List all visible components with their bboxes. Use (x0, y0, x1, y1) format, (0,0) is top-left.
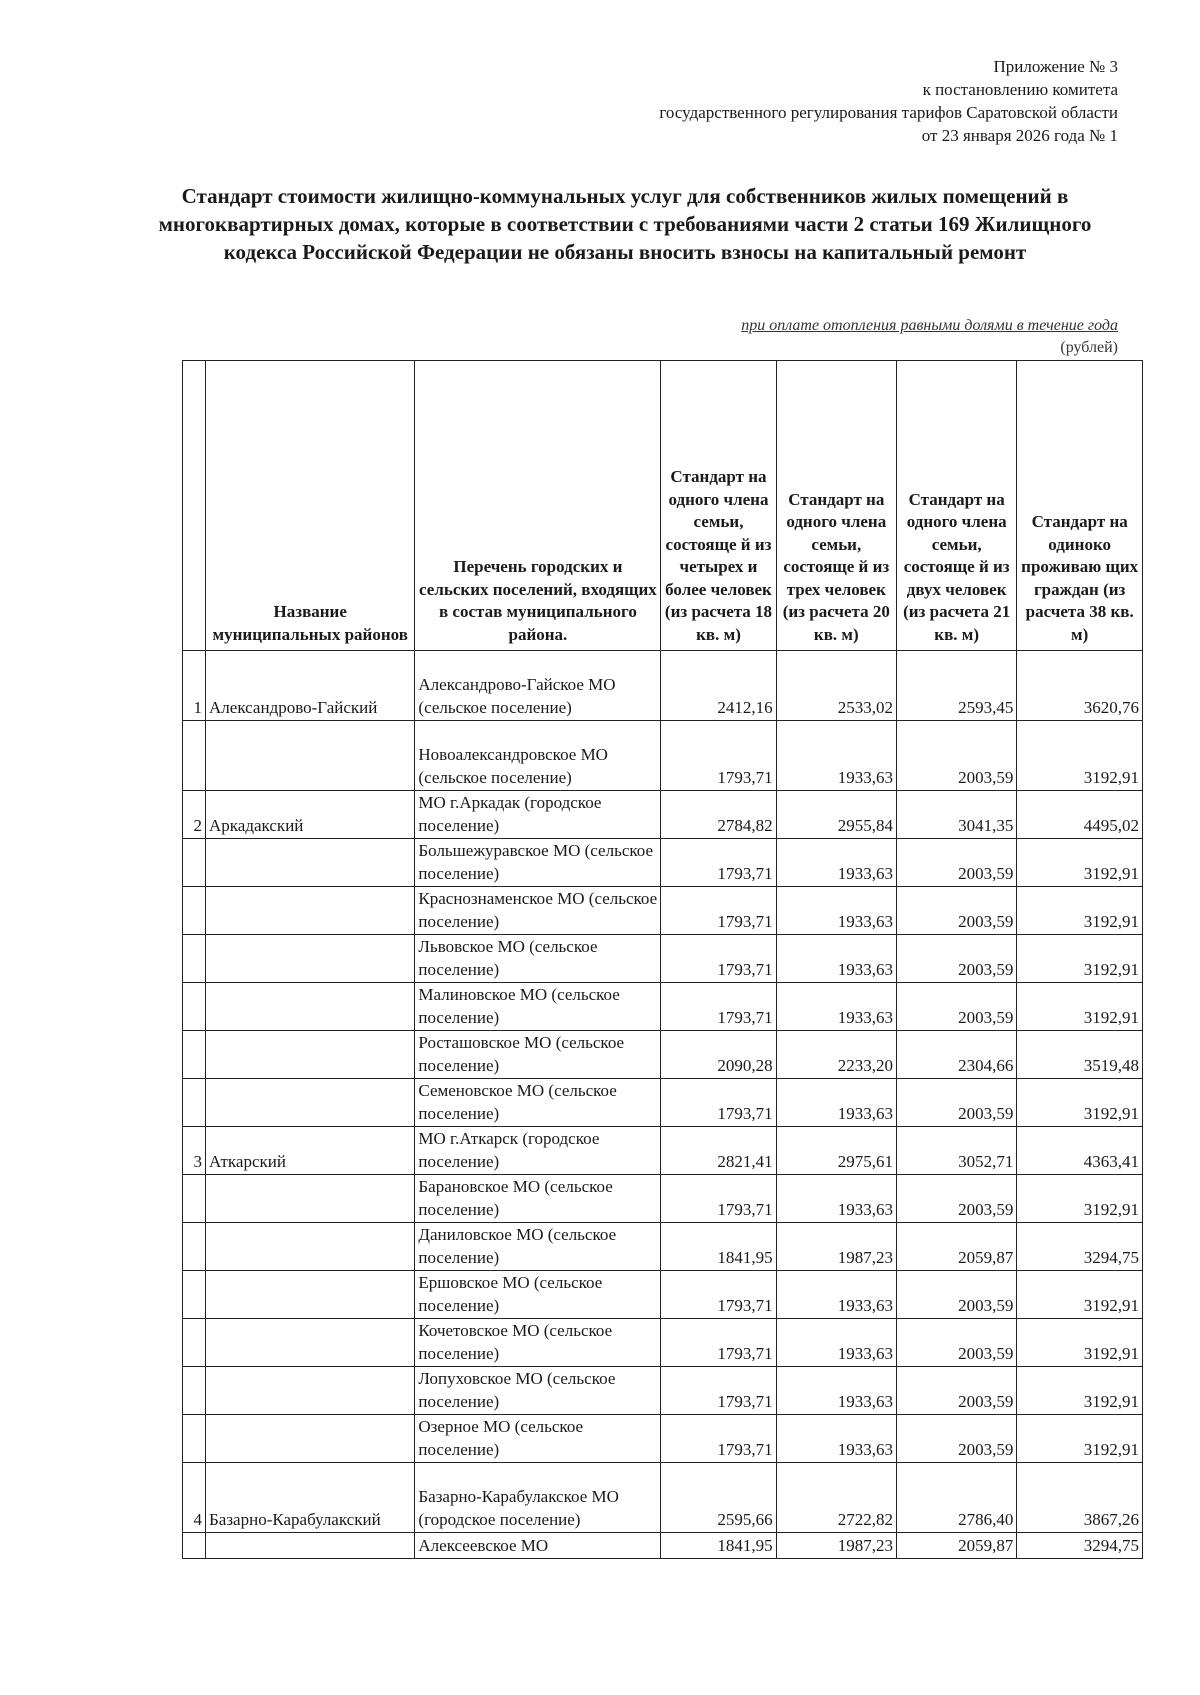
row-value-single: 3192,91 (1017, 1415, 1143, 1463)
row-value-single: 3519,48 (1017, 1031, 1143, 1079)
row-district (206, 1223, 415, 1271)
row-settlement: Росташовское МО (сельское поселение) (415, 1031, 661, 1079)
row-index (183, 1031, 206, 1079)
row-value-three: 2955,84 (776, 791, 896, 839)
row-value-single: 4363,41 (1017, 1127, 1143, 1175)
row-value-three: 1987,23 (776, 1223, 896, 1271)
row-value-four-plus: 2595,66 (661, 1463, 776, 1533)
row-value-four-plus: 2821,41 (661, 1127, 776, 1175)
row-settlement: Даниловское МО (сельское поселение) (415, 1223, 661, 1271)
row-index (183, 1319, 206, 1367)
row-value-two: 2003,59 (896, 887, 1016, 935)
row-index: 4 (183, 1463, 206, 1533)
table-row (183, 1031, 1143, 1079)
row-value-single: 3192,91 (1017, 983, 1143, 1031)
table-row (183, 935, 1143, 983)
row-value-three: 1933,63 (776, 983, 896, 1031)
payment-note: при оплате отопления равными долями в течение года (741, 317, 1118, 334)
row-value-single: 3192,91 (1017, 1367, 1143, 1415)
row-index (183, 1533, 206, 1559)
row-value-four-plus: 1793,71 (661, 721, 776, 791)
row-district (206, 1175, 415, 1223)
row-district (206, 839, 415, 887)
row-settlement: Александрово-Гайское МО (сельское поселение) (415, 651, 661, 721)
row-settlement: Большежуравское МО (сельское поселение) (415, 839, 661, 887)
table-row (183, 1319, 1143, 1367)
table-row (183, 887, 1143, 935)
row-index (183, 1079, 206, 1127)
row-value-four-plus: 1793,71 (661, 1271, 776, 1319)
row-index: 1 (183, 651, 206, 721)
header-district: Название муниципальных районов (206, 361, 415, 651)
row-value-single: 3192,91 (1017, 1271, 1143, 1319)
header-num (183, 361, 206, 651)
row-value-three: 1933,63 (776, 935, 896, 983)
row-district: Александрово-Гайский (206, 651, 415, 721)
row-value-two: 2003,59 (896, 983, 1016, 1031)
row-value-four-plus: 1841,95 (661, 1223, 776, 1271)
row-value-two: 2593,45 (896, 651, 1016, 721)
row-value-two: 2003,59 (896, 1271, 1016, 1319)
row-value-four-plus: 1793,71 (661, 1175, 776, 1223)
header-four-plus: Стандарт на одного члена семьи, состояще й из четырех и более человек (из расчета 18 кв. м) (661, 361, 776, 651)
row-value-three: 1933,63 (776, 1319, 896, 1367)
row-settlement: Лопуховское МО (сельское поселение) (415, 1367, 661, 1415)
row-value-single: 3192,91 (1017, 1319, 1143, 1367)
row-value-four-plus: 1793,71 (661, 839, 776, 887)
row-settlement: Ершовское МО (сельское поселение) (415, 1271, 661, 1319)
row-value-three: 2722,82 (776, 1463, 896, 1533)
row-value-two: 2059,87 (896, 1533, 1016, 1559)
row-value-four-plus: 1793,71 (661, 935, 776, 983)
appendix-committee: государственного регулирования тарифов Саратовской области (659, 103, 1118, 122)
row-settlement: Базарно-Карабулакское МО (городское поселение) (415, 1463, 661, 1533)
appendix-resolution: к постановлению комитета (922, 80, 1118, 99)
header-single: Стандарт на одиноко проживаю щих граждан (из расчета 38 кв. м) (1017, 361, 1143, 651)
row-index (183, 983, 206, 1031)
row-value-three: 2233,20 (776, 1031, 896, 1079)
row-settlement: Барановское МО (сельское поселение) (415, 1175, 661, 1223)
row-value-single: 3192,91 (1017, 935, 1143, 983)
row-index (183, 887, 206, 935)
row-value-two: 2003,59 (896, 1319, 1016, 1367)
table-header-row (183, 361, 1143, 651)
row-district (206, 1031, 415, 1079)
row-settlement: МО г.Аткарск (городское поселение) (415, 1127, 661, 1175)
row-index (183, 1223, 206, 1271)
row-value-single: 3294,75 (1017, 1223, 1143, 1271)
row-district (206, 935, 415, 983)
row-value-four-plus: 1793,71 (661, 983, 776, 1031)
row-value-single: 4495,02 (1017, 791, 1143, 839)
row-settlement: Озерное МО (сельское поселение) (415, 1415, 661, 1463)
row-value-four-plus: 2412,16 (661, 651, 776, 721)
row-settlement: Львовское МО (сельское поселение) (415, 935, 661, 983)
row-value-four-plus: 1793,71 (661, 1415, 776, 1463)
header-two: Стандарт на одного члена семьи, состояще й из двух человек (из расчета 21 кв. м) (896, 361, 1016, 651)
row-value-two: 3041,35 (896, 791, 1016, 839)
row-district (206, 1533, 415, 1559)
row-value-three: 2975,61 (776, 1127, 896, 1175)
row-index (183, 839, 206, 887)
row-value-single: 3620,76 (1017, 651, 1143, 721)
row-value-two: 2003,59 (896, 935, 1016, 983)
currency-unit: (рублей) (1060, 339, 1118, 356)
table-row (183, 1223, 1143, 1271)
row-index (183, 1367, 206, 1415)
document-title: Стандарт стоимости жилищно-коммунальных услуг для собственников жилых помещений в многоквартирных домах, которые в соответствии с требованиями части 2 статьи 169 Жилищного кодекса Российской Федерации не обязаны вносить взносы на капитальный ремонт (158, 184, 1092, 264)
row-settlement: Малиновское МО (сельское поселение) (415, 983, 661, 1031)
row-index: 3 (183, 1127, 206, 1175)
row-district (206, 1367, 415, 1415)
row-value-single: 3192,91 (1017, 839, 1143, 887)
row-value-two: 2003,59 (896, 839, 1016, 887)
row-value-two: 2003,59 (896, 1079, 1016, 1127)
row-value-four-plus: 1793,71 (661, 1367, 776, 1415)
table-row (183, 1271, 1143, 1319)
row-settlement: МО г.Аркадак (городское поселение) (415, 791, 661, 839)
table-row (183, 1367, 1143, 1415)
row-value-two: 2003,59 (896, 1415, 1016, 1463)
row-district (206, 721, 415, 791)
row-value-two: 2003,59 (896, 1175, 1016, 1223)
row-value-four-plus: 1793,71 (661, 887, 776, 935)
row-value-four-plus: 2784,82 (661, 791, 776, 839)
row-district: Аткарский (206, 1127, 415, 1175)
row-value-three: 1933,63 (776, 1175, 896, 1223)
row-value-three: 1933,63 (776, 721, 896, 791)
row-value-four-plus: 2090,28 (661, 1031, 776, 1079)
table-row (183, 1079, 1143, 1127)
row-value-four-plus: 1793,71 (661, 1079, 776, 1127)
row-settlement: Алексеевское МО (415, 1533, 661, 1559)
row-value-single: 3192,91 (1017, 721, 1143, 791)
row-district: Аркадакский (206, 791, 415, 839)
row-value-two: 3052,71 (896, 1127, 1016, 1175)
table-row (183, 651, 1143, 721)
row-value-two: 2786,40 (896, 1463, 1016, 1533)
row-value-three: 2533,02 (776, 651, 896, 721)
table-row (183, 1175, 1143, 1223)
row-settlement: Кочетовское МО (сельское поселение) (415, 1319, 661, 1367)
appendix-date: от 23 января 2026 года № 1 (921, 126, 1118, 145)
row-value-single: 3294,75 (1017, 1533, 1143, 1559)
row-index (183, 1271, 206, 1319)
row-district (206, 1319, 415, 1367)
row-value-three: 1987,23 (776, 1533, 896, 1559)
row-value-two: 2003,59 (896, 721, 1016, 791)
table-body (183, 651, 1143, 1559)
row-value-three: 1933,63 (776, 887, 896, 935)
row-value-single: 3192,91 (1017, 1175, 1143, 1223)
table-row (183, 1463, 1143, 1533)
row-value-single: 3192,91 (1017, 1079, 1143, 1127)
table-row (183, 839, 1143, 887)
row-value-three: 1933,63 (776, 1367, 896, 1415)
row-value-two: 2003,59 (896, 1367, 1016, 1415)
row-value-two: 2059,87 (896, 1223, 1016, 1271)
row-settlement: Семеновское МО (сельское поселение) (415, 1079, 661, 1127)
row-value-four-plus: 1841,95 (661, 1533, 776, 1559)
row-district (206, 1079, 415, 1127)
row-value-single: 3192,91 (1017, 887, 1143, 935)
row-value-two: 2304,66 (896, 1031, 1016, 1079)
row-district (206, 983, 415, 1031)
tariff-table (182, 360, 1143, 1559)
row-district (206, 1271, 415, 1319)
table-row (183, 1127, 1143, 1175)
row-value-three: 1933,63 (776, 1415, 896, 1463)
row-value-three: 1933,63 (776, 1079, 896, 1127)
row-value-single: 3867,26 (1017, 1463, 1143, 1533)
row-value-three: 1933,63 (776, 1271, 896, 1319)
row-value-three: 1933,63 (776, 839, 896, 887)
row-index: 2 (183, 791, 206, 839)
table-row (183, 721, 1143, 791)
row-index (183, 935, 206, 983)
header-settlement: Перечень городских и сельских поселений, входящих в состав муниципального района. (415, 361, 661, 651)
row-district (206, 887, 415, 935)
row-settlement: Краснознаменское МО (сельское поселение) (415, 887, 661, 935)
row-district: Базарно-Карабулакский (206, 1463, 415, 1533)
row-district (206, 1415, 415, 1463)
row-index (183, 1175, 206, 1223)
header-three: Стандарт на одного члена семьи, состояще й из трех человек (из расчета 20 кв. м) (776, 361, 896, 651)
row-index (183, 721, 206, 791)
table-row (183, 1533, 1143, 1559)
appendix-header (659, 55, 1118, 147)
table-row (183, 1415, 1143, 1463)
row-index (183, 1415, 206, 1463)
appendix-number: Приложение № 3 (993, 57, 1118, 76)
table-row (183, 983, 1143, 1031)
row-value-four-plus: 1793,71 (661, 1319, 776, 1367)
table-row (183, 791, 1143, 839)
row-settlement: Новоалександровское МО (сельское поселение) (415, 721, 661, 791)
